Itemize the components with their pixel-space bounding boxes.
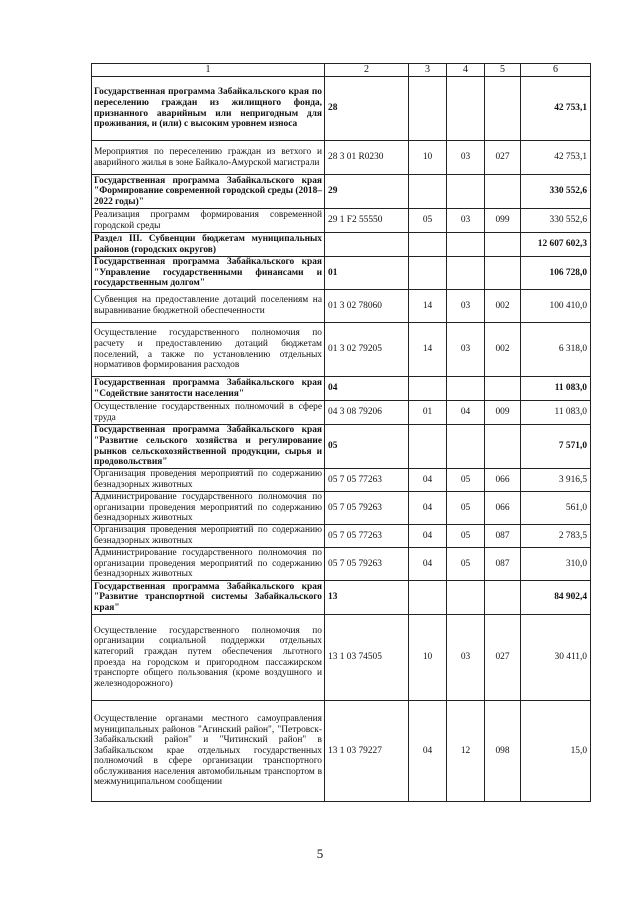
row-code: 05 7 05 79263 bbox=[325, 492, 409, 525]
table-row bbox=[92, 548, 591, 581]
row-section: 14 bbox=[409, 290, 447, 323]
table-row bbox=[92, 401, 591, 425]
row-section: 14 bbox=[409, 323, 447, 377]
row-expense-type: 087 bbox=[485, 525, 521, 548]
row-expense-type bbox=[485, 77, 521, 141]
row-amount: 561,0 bbox=[521, 492, 591, 525]
row-section: 04 bbox=[409, 525, 447, 548]
row-expense-type: 087 bbox=[485, 548, 521, 581]
row-section bbox=[409, 77, 447, 141]
row-subsection: 03 bbox=[447, 290, 485, 323]
row-code bbox=[325, 233, 409, 257]
header-cell: 4 bbox=[447, 64, 485, 77]
row-amount: 3 916,5 bbox=[521, 469, 591, 492]
table-row bbox=[92, 469, 591, 492]
row-description: Организация проведения мероприятий по содержанию безнадзорных животных bbox=[92, 525, 325, 548]
row-code: 01 3 02 79205 bbox=[325, 323, 409, 377]
row-section bbox=[409, 425, 447, 469]
row-description: Государственная программа Забайкальского края "Развитие транспортной системы Забайкальского края" bbox=[92, 581, 325, 615]
row-section: 04 bbox=[409, 548, 447, 581]
header-cell: 6 bbox=[521, 64, 591, 77]
row-amount: 11 083,0 bbox=[521, 401, 591, 425]
row-code: 01 bbox=[325, 257, 409, 290]
table-row bbox=[92, 175, 591, 209]
row-code: 05 7 05 77263 bbox=[325, 469, 409, 492]
row-code: 29 1 F2 55550 bbox=[325, 209, 409, 233]
header-cell: 3 bbox=[409, 64, 447, 77]
header-cell: 2 bbox=[325, 64, 409, 77]
row-subsection: 05 bbox=[447, 469, 485, 492]
row-expense-type bbox=[485, 581, 521, 615]
row-expense-type: 002 bbox=[485, 290, 521, 323]
row-subsection bbox=[447, 377, 485, 401]
table-row bbox=[92, 209, 591, 233]
row-subsection: 05 bbox=[447, 492, 485, 525]
row-section bbox=[409, 581, 447, 615]
row-amount: 12 607 602,3 bbox=[521, 233, 591, 257]
row-expense-type: 027 bbox=[485, 141, 521, 175]
row-description: Государственная программа Забайкальского края "Развитие сельского хозяйства и регулирование рынков сельскохозяйственной продукции, сырья и продовольствия" bbox=[92, 425, 325, 469]
row-amount: 42 753,1 bbox=[521, 141, 591, 175]
row-amount: 6 318,0 bbox=[521, 323, 591, 377]
row-description: Администрирование государственного полномочия по организации проведения мероприятий по содержанию безнадзорных животных bbox=[92, 492, 325, 525]
row-section: 05 bbox=[409, 209, 447, 233]
row-subsection: 05 bbox=[447, 548, 485, 581]
row-subsection bbox=[447, 175, 485, 209]
row-description: Раздел III. Субвенции бюджетам муниципальных районов (городских округов) bbox=[92, 233, 325, 257]
row-subsection bbox=[447, 77, 485, 141]
page-number: 5 bbox=[316, 846, 324, 861]
row-subsection: 03 bbox=[447, 615, 485, 701]
row-amount: 2 783,5 bbox=[521, 525, 591, 548]
row-amount: 330 552,6 bbox=[521, 209, 591, 233]
row-expense-type: 027 bbox=[485, 615, 521, 701]
row-subsection: 04 bbox=[447, 401, 485, 425]
table-row bbox=[92, 77, 591, 141]
row-amount: 330 552,6 bbox=[521, 175, 591, 209]
row-section: 01 bbox=[409, 401, 447, 425]
table-row bbox=[92, 492, 591, 525]
row-section: 10 bbox=[409, 615, 447, 701]
row-code: 28 3 01 R0230 bbox=[325, 141, 409, 175]
row-expense-type: 066 bbox=[485, 469, 521, 492]
row-expense-type bbox=[485, 377, 521, 401]
table-row bbox=[92, 525, 591, 548]
row-subsection bbox=[447, 233, 485, 257]
row-code: 05 bbox=[325, 425, 409, 469]
row-code: 01 3 02 78060 bbox=[325, 290, 409, 323]
row-description: Государственная программа Забайкальского края по переселению граждан из жилищного фонда, признанного аварийным или непригодным для проживания, и (или) с высоким уровнем износа bbox=[92, 77, 325, 141]
row-expense-type: 098 bbox=[485, 701, 521, 802]
row-section bbox=[409, 257, 447, 290]
row-amount: 100 410,0 bbox=[521, 290, 591, 323]
row-description: Субвенция на предоставление дотаций поселениям на выравнивание бюджетной обеспеченности bbox=[92, 290, 325, 323]
row-expense-type: 099 bbox=[485, 209, 521, 233]
row-expense-type: 009 bbox=[485, 401, 521, 425]
row-amount: 30 411,0 bbox=[521, 615, 591, 701]
row-code: 05 7 05 79263 bbox=[325, 548, 409, 581]
row-expense-type: 002 bbox=[485, 323, 521, 377]
row-amount: 11 083,0 bbox=[521, 377, 591, 401]
table-row bbox=[92, 290, 591, 323]
row-subsection: 05 bbox=[447, 525, 485, 548]
row-description: Государственная программа Забайкальского края "Формирование современной городской среды (2018–2022 годы)" bbox=[92, 175, 325, 209]
row-amount: 15,0 bbox=[521, 701, 591, 802]
table-row bbox=[92, 141, 591, 175]
row-code: 29 bbox=[325, 175, 409, 209]
table-row bbox=[92, 425, 591, 469]
row-subsection: 03 bbox=[447, 141, 485, 175]
row-subsection bbox=[447, 257, 485, 290]
row-expense-type: 066 bbox=[485, 492, 521, 525]
budget-table bbox=[91, 63, 591, 802]
table-row bbox=[92, 377, 591, 401]
row-amount: 106 728,0 bbox=[521, 257, 591, 290]
row-description: Осуществление государственного полномочия по организации социальной поддержки отдельных категорий граждан путем обеспечения льготного проезда на городском и пригородном пассажирском транспорте общего пользования (кроме воздушного и железнодорожного) bbox=[92, 615, 325, 701]
row-section: 04 bbox=[409, 701, 447, 802]
row-section: 04 bbox=[409, 492, 447, 525]
row-description: Государственная программа Забайкальского края "Управление государственными финансами и государственным долгом" bbox=[92, 257, 325, 290]
table-row bbox=[92, 257, 591, 290]
row-code: 05 7 05 77263 bbox=[325, 525, 409, 548]
row-section: 04 bbox=[409, 469, 447, 492]
table-header-row bbox=[92, 64, 591, 77]
table-row bbox=[92, 233, 591, 257]
row-section: 10 bbox=[409, 141, 447, 175]
row-code: 13 1 03 79227 bbox=[325, 701, 409, 802]
row-expense-type bbox=[485, 257, 521, 290]
row-description: Государственная программа Забайкальского края "Содействие занятости населения" bbox=[92, 377, 325, 401]
row-subsection bbox=[447, 581, 485, 615]
row-description: Осуществление государственного полномочия по расчету и предоставлению дотаций бюджетам поселений, а также по установлению отдельных нормативов формирования расходов bbox=[92, 323, 325, 377]
row-amount: 42 753,1 bbox=[521, 77, 591, 141]
row-code: 04 3 08 79206 bbox=[325, 401, 409, 425]
row-subsection: 03 bbox=[447, 323, 485, 377]
row-description: Осуществление государственных полномочий в сфере труда bbox=[92, 401, 325, 425]
row-amount: 310,0 bbox=[521, 548, 591, 581]
table-row bbox=[92, 701, 591, 802]
row-description: Организация проведения мероприятий по содержанию безнадзорных животных bbox=[92, 469, 325, 492]
row-code: 13 bbox=[325, 581, 409, 615]
row-section bbox=[409, 377, 447, 401]
header-cell: 5 bbox=[485, 64, 521, 77]
table-row bbox=[92, 323, 591, 377]
table-row bbox=[92, 581, 591, 615]
row-subsection: 03 bbox=[447, 209, 485, 233]
table-row bbox=[92, 615, 591, 701]
row-expense-type bbox=[485, 175, 521, 209]
row-description: Осуществление органами местного самоуправления муниципальных районов "Агинский район", "Петровск-Забайкальский район" и "Читинский район" в Забайкальском крае отдельных государственных полномочий в сфере организации транспортного обслуживания населения автомобильным транспортом в межмуниципальном сообщении bbox=[92, 701, 325, 802]
row-code: 13 1 03 74505 bbox=[325, 615, 409, 701]
row-description: Администрирование государственного полномочия по организации проведения мероприятий по содержанию безнадзорных животных bbox=[92, 548, 325, 581]
row-section bbox=[409, 233, 447, 257]
header-cell: 1 bbox=[92, 64, 325, 77]
row-amount: 7 571,0 bbox=[521, 425, 591, 469]
row-section bbox=[409, 175, 447, 209]
row-code: 04 bbox=[325, 377, 409, 401]
row-subsection: 12 bbox=[447, 701, 485, 802]
row-expense-type bbox=[485, 233, 521, 257]
row-description: Реализация программ формирования современной городской среды bbox=[92, 209, 325, 233]
row-code: 28 bbox=[325, 77, 409, 141]
row-subsection bbox=[447, 425, 485, 469]
row-amount: 84 902,4 bbox=[521, 581, 591, 615]
row-description: Мероприятия по переселению граждан из ветхого и аварийного жилья в зоне Байкало-Амурской магистрали bbox=[92, 141, 325, 175]
row-expense-type bbox=[485, 425, 521, 469]
